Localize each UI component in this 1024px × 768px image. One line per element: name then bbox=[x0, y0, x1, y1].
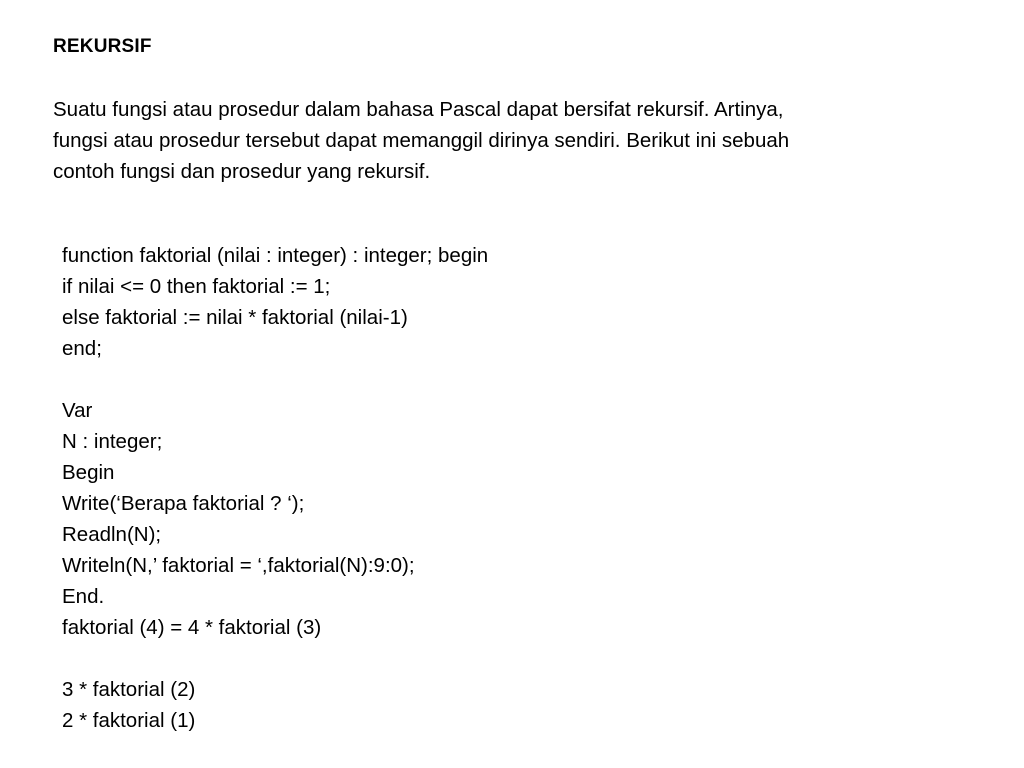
code-line: Readln(N); bbox=[62, 523, 162, 546]
code-blank-line bbox=[62, 364, 488, 395]
code-line: Var bbox=[62, 399, 93, 422]
code-line: Begin bbox=[62, 461, 115, 484]
code-line: End. bbox=[62, 585, 105, 608]
slide-title: REKURSIF bbox=[53, 36, 152, 57]
intro-line: fungsi atau prosedur tersebut dapat memanggil dirinya sendiri. Berikut ini sebuah bbox=[53, 129, 790, 152]
intro-line: contoh fungsi dan prosedur yang rekursif. bbox=[53, 160, 431, 183]
code-line: function faktorial (nilai : integer) : integer; begin bbox=[62, 244, 489, 267]
code-line: else faktorial := nilai * faktorial (nilai-1) bbox=[62, 306, 408, 329]
code-line: Write(‘Berapa faktorial ? ‘); bbox=[62, 492, 305, 515]
code-line: end; bbox=[62, 337, 102, 360]
code-line: if nilai <= 0 then faktorial := 1; bbox=[62, 275, 331, 298]
intro-line: Suatu fungsi atau prosedur dalam bahasa Pascal dapat bersifat rekursif. Artinya, bbox=[53, 98, 784, 121]
code-line: 3 * faktorial (2) bbox=[62, 678, 196, 701]
code-line: 2 * faktorial (1) bbox=[62, 709, 196, 732]
code-block bbox=[62, 240, 488, 736]
code-line: Writeln(N,’ faktorial = ‘,faktorial(N):9:0); bbox=[62, 554, 415, 577]
code-line: N : integer; bbox=[62, 430, 163, 453]
intro-paragraph bbox=[53, 94, 953, 187]
code-line: faktorial (4) = 4 * faktorial (3) bbox=[62, 616, 322, 639]
code-blank-line bbox=[62, 643, 488, 674]
